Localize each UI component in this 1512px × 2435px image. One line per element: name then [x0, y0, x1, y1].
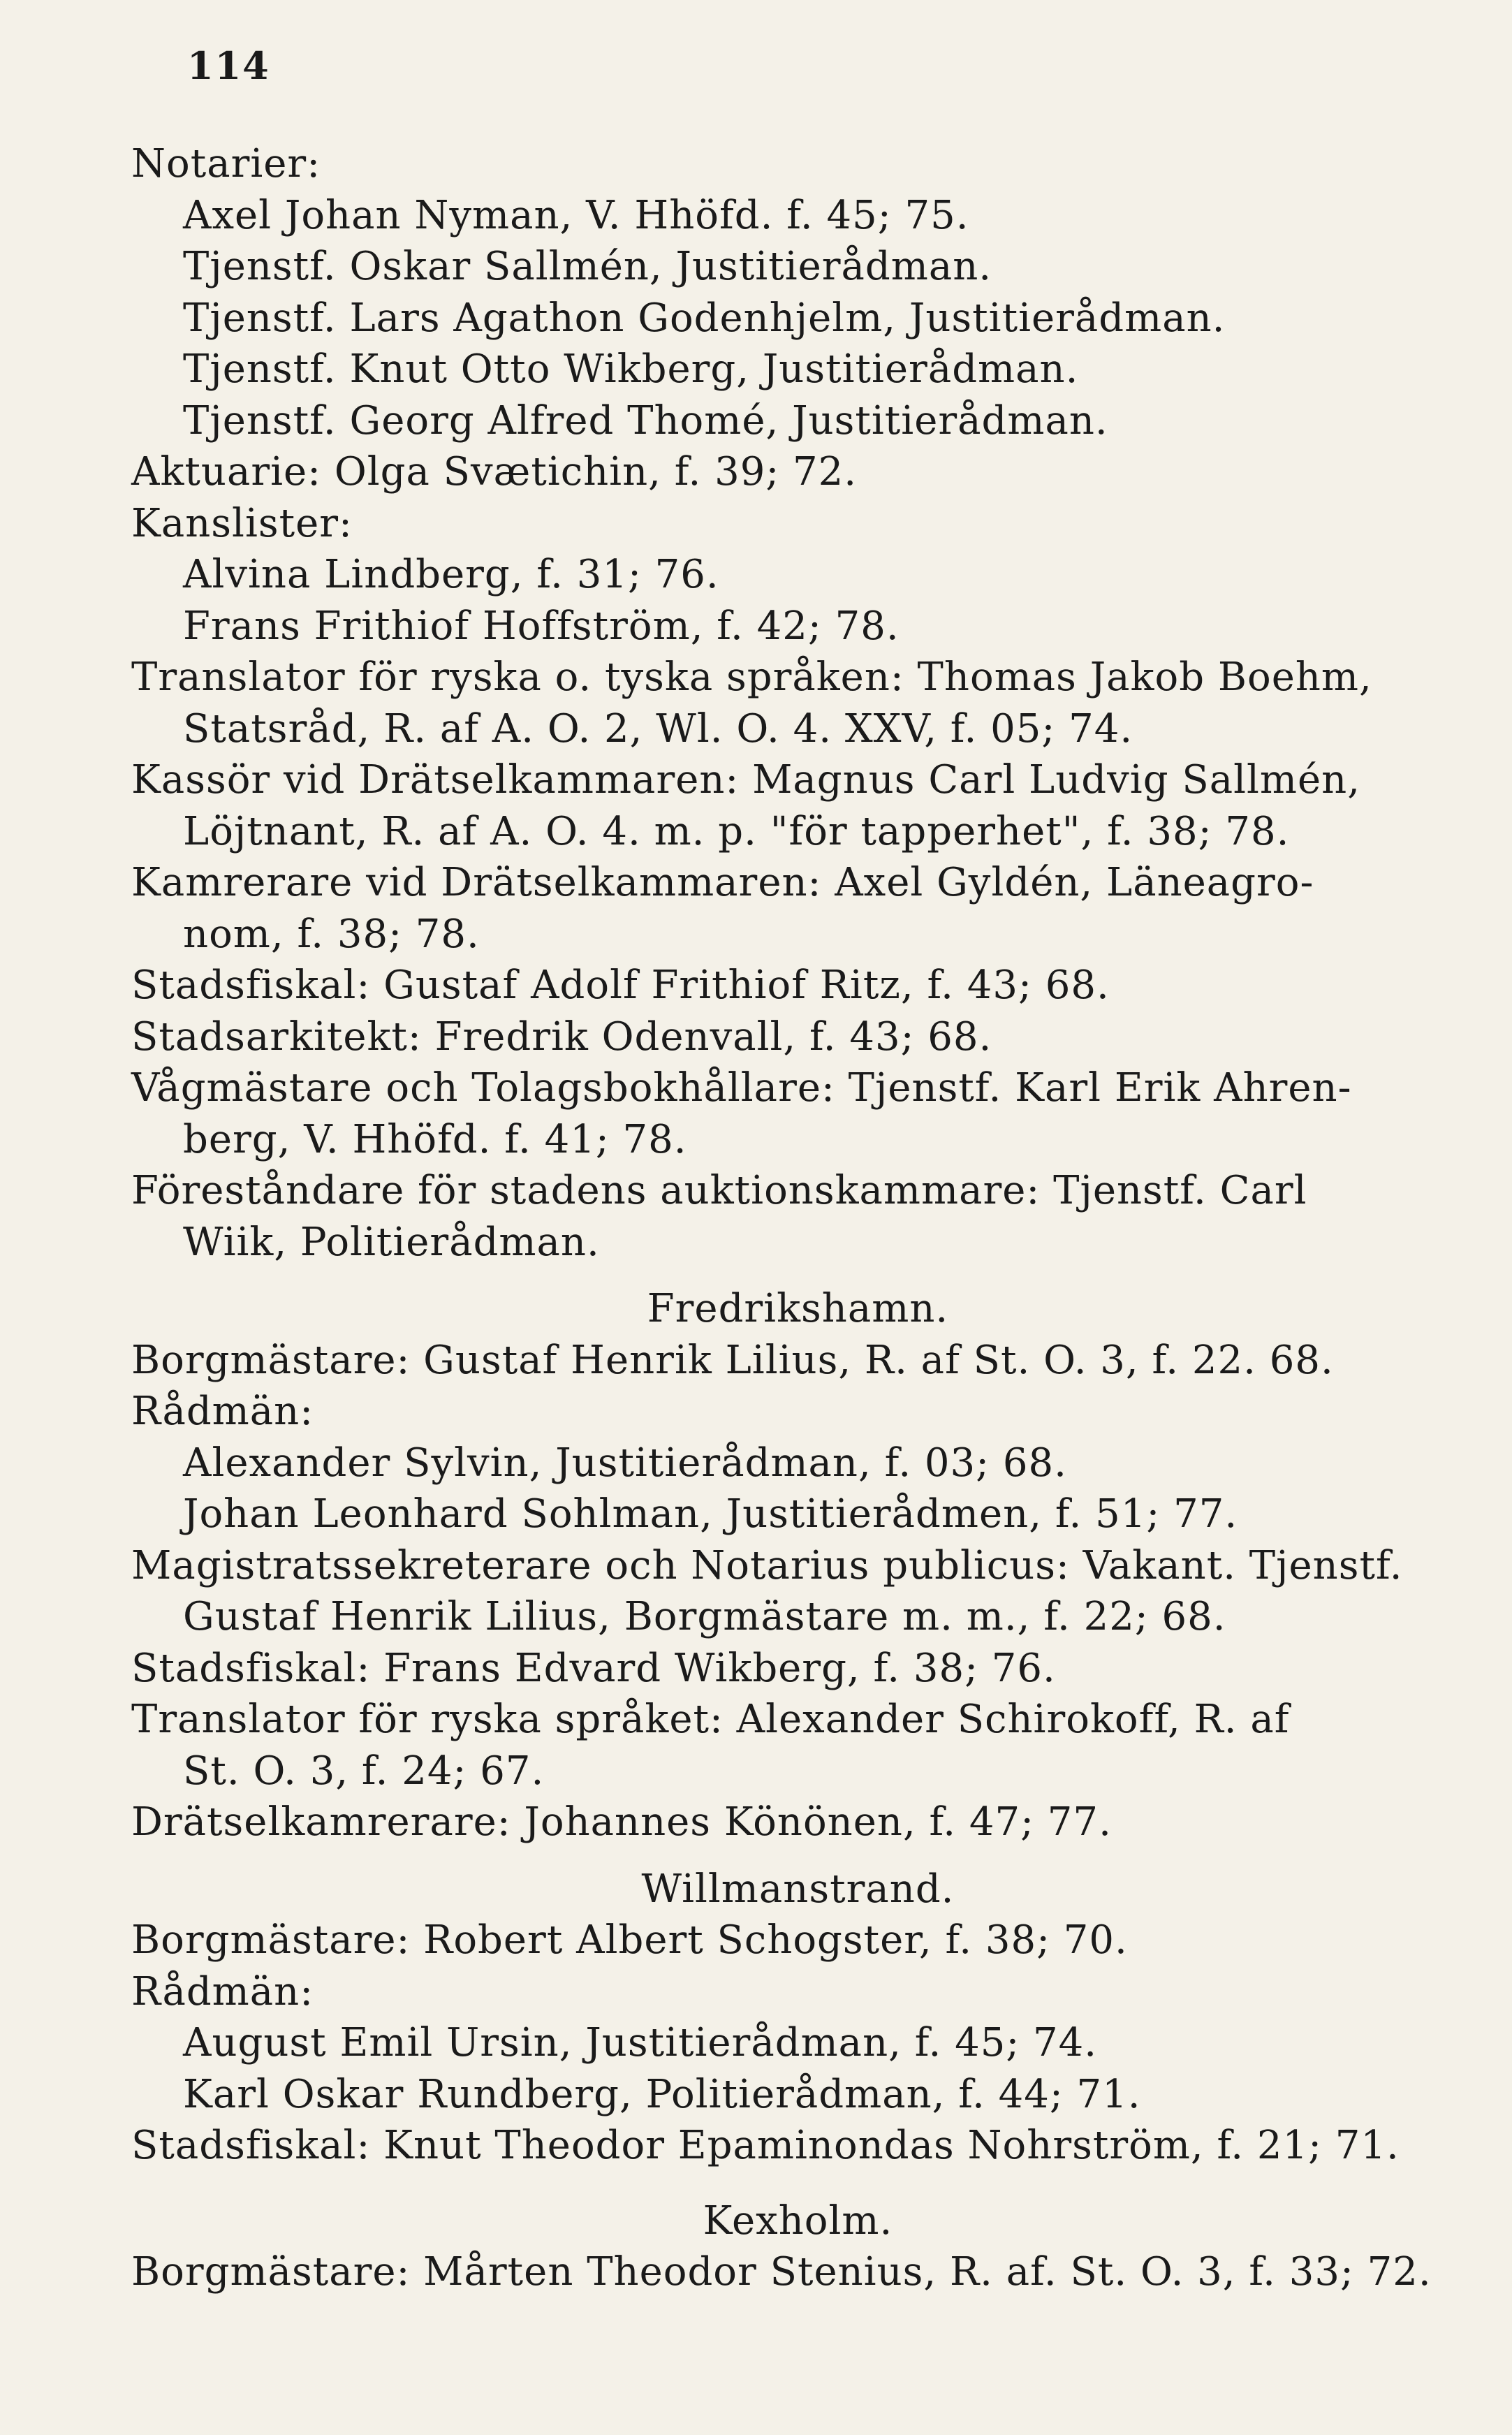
entry-continuation-line: berg, V. Hhöfd. f. 41; 78.: [183, 1116, 687, 1162]
entry-continuation-line: nom, f. 38; 78.: [183, 911, 480, 957]
section-heading: Fredrikshamn.: [647, 1286, 949, 1331]
entry-line: Rådmän:: [131, 1968, 314, 2014]
section-spacer: [0, 1848, 1512, 1864]
entry-continuation-line: Frans Frithiof Hoffström, f. 42; 78.: [183, 603, 900, 649]
entry-line: Borgmästare: Mårten Theodor Stenius, R. af. St. O. 3, f. 33; 72.: [131, 2249, 1432, 2295]
entry-continuation-line: Gustaf Henrik Lilius, Borgmästare m. m., f. 22; 68.: [183, 1594, 1226, 1639]
entry-line: Rådmän:: [131, 1389, 314, 1434]
entry-continuation-line: Tjenstf. Oskar Sallmén, Justitierådman.: [183, 244, 992, 289]
section-heading: Willmanstrand.: [641, 1866, 955, 1912]
entry-line: Kassör vid Drätselkammaren: Magnus Carl Ludvig Sallmén,: [131, 757, 1361, 803]
entry-continuation-line: Tjenstf. Lars Agathon Godenhjelm, Justitierådman.: [183, 295, 1226, 341]
entry-line: Stadsfiskal: Frans Edvard Wikberg, f. 38; 76.: [131, 1645, 1056, 1691]
entry-line: Vågmästare och Tolagsbokhållare: Tjenstf. Karl Erik Ahren-: [131, 1065, 1352, 1111]
entry-continuation-line: Axel Johan Nyman, V. Hhöfd. f. 45; 75.: [183, 192, 969, 238]
entry-line: Aktuarie: Olga Svætichin, f. 39; 72.: [131, 449, 858, 495]
entry-line: Stadsfiskal: Gustaf Adolf Frithiof Ritz, f. 43; 68.: [131, 963, 1110, 1008]
entry-line: Translator för ryska o. tyska språken: Thomas Jakob Boehm,: [131, 655, 1372, 700]
entry-line: Stadsarkitekt: Fredrik Odenvall, f. 43; 68.: [131, 1014, 992, 1060]
page-number: 114: [187, 43, 270, 88]
entry-line: Borgmästare: Gustaf Henrik Lilius, R. af St. O. 3, f. 22. 68.: [131, 1337, 1334, 1383]
entry-continuation-line: Statsråd, R. af A. O. 2, Wl. O. 4. XXV, f. 05; 74.: [183, 705, 1133, 752]
entry-line: Drätselkamrerare: Johannes Könönen, f. 47; 77.: [131, 1799, 1112, 1845]
entry-continuation-line: Wiik, Politierådman.: [183, 1219, 600, 1265]
entry-continuation-line: Karl Oskar Rundberg, Politierådman, f. 44; 71.: [183, 2071, 1141, 2117]
entry-line: Föreståndare för stadens auktionskammare: Tjenstf. Carl: [131, 1168, 1307, 1213]
entry-continuation-line: August Emil Ursin, Justitierådman, f. 45; 74.: [183, 2020, 1098, 2065]
section-heading: Kexholm.: [703, 2198, 893, 2244]
entry-line: Stadsfiskal: Knut Theodor Epaminondas Nohrström, f. 21; 71.: [131, 2123, 1400, 2168]
entry-line: Borgmästare: Robert Albert Schogster, f. 38; 70.: [131, 1917, 1128, 1963]
entry-continuation-line: Alexander Sylvin, Justitierådman, f. 03; 68.: [183, 1440, 1067, 1486]
entry-line: Translator för ryska språket: Alexander Schirokoff, R. af: [131, 1697, 1290, 1742]
entry-line: Magistratssekreterare och Notarius publicus: Vakant. Tjenstf.: [131, 1542, 1403, 1588]
entry-continuation-line: Löjtnant, R. af A. O. 4. m. p. "för tapperhet", f. 38; 78.: [183, 808, 1290, 854]
entry-line: Kamrerare vid Drätselkammaren: Axel Gyldén, Läneagro-: [131, 860, 1314, 905]
entry-line: Kanslister:: [131, 500, 353, 546]
section-spacer: [0, 1268, 1512, 1283]
entry-continuation-line: Johan Leonhard Sohlman, Justitierådmen, f. 51; 77.: [183, 1491, 1238, 1537]
page-text: [0, 138, 1512, 2298]
entry-continuation-line: Tjenstf. Georg Alfred Thomé, Justitierådman.: [183, 397, 1108, 444]
entry-continuation-line: St. O. 3, f. 24; 67.: [183, 1748, 545, 1794]
entry-line: Notarier:: [131, 141, 321, 187]
entry-continuation-line: Alvina Lindberg, f. 31; 76.: [183, 552, 719, 597]
entry-continuation-line: Tjenstf. Knut Otto Wikberg, Justitierådman.: [183, 346, 1079, 392]
section-spacer: [0, 2172, 1512, 2195]
